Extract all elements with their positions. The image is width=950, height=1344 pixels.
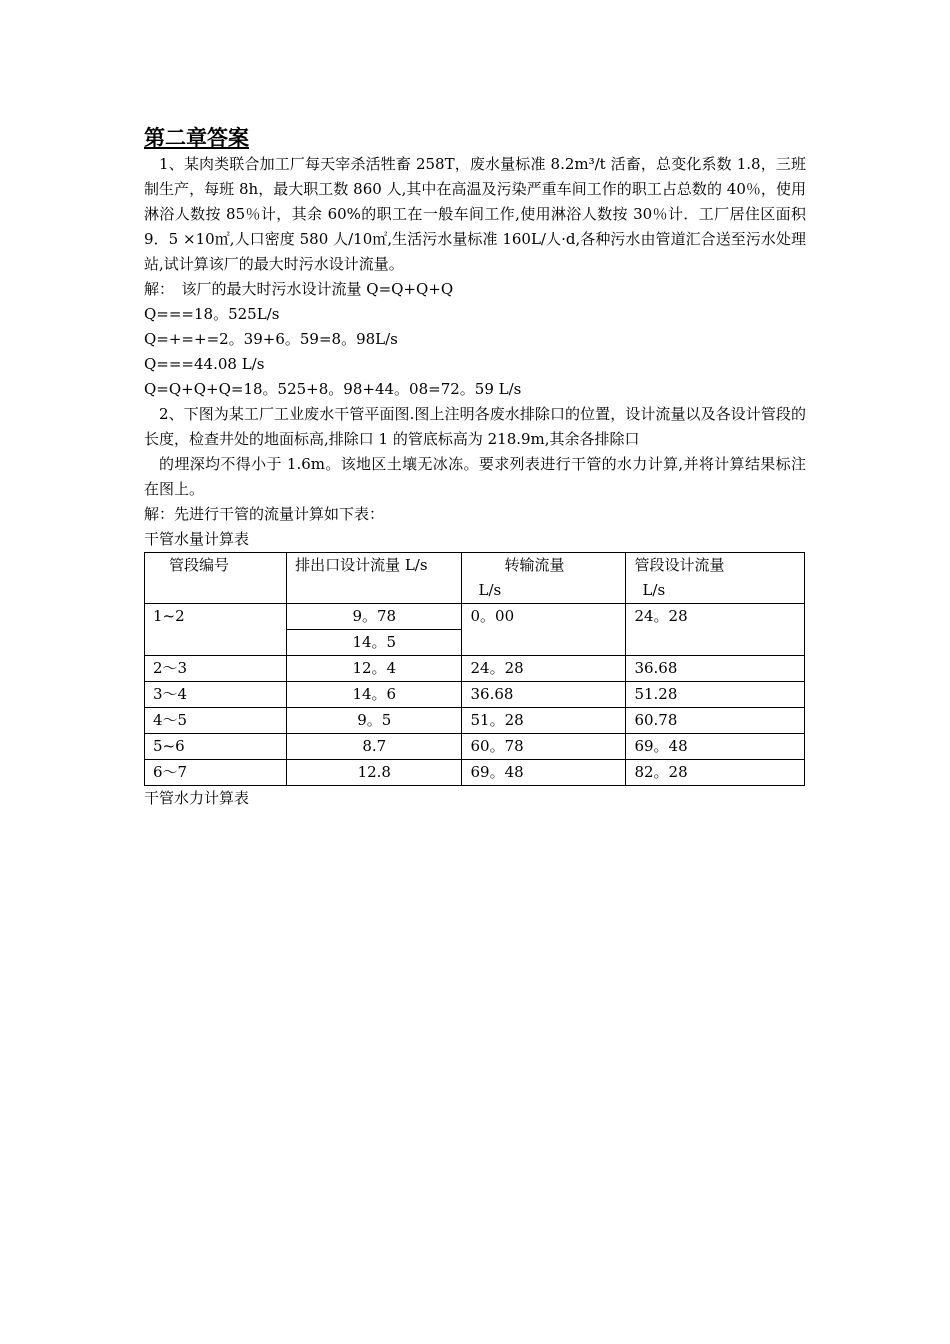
- cell-design-flow: 24。28: [626, 604, 805, 656]
- answer-2-intro: 解：先进行干管的流量计算如下表：: [144, 505, 385, 523]
- cell-design-flow: 36.68: [626, 656, 805, 682]
- question-1: 1、某肉类联合加工厂每天宰杀活牲畜 258T，废水量标准 8.2m³/t 活畜，总变化系数 1.8，三班制生产，每班 8h，最大职工数 860 人,其中在高温及污染严重车间工作的职工占总数的 40％，使用淋浴人数按 85％计，其余 60%的职工在一般车间工作,使用淋浴人数按 30％计．工厂居住区面积 9．5 ×10㎡,人口密度 580 人/10㎡,生活污水量标准 160L/人·d,各种污水由管道汇合送至污水处理站,试计算该厂的最大时污水设计流量。: [144, 155, 806, 273]
- header-transfer-flow: [462, 553, 626, 604]
- table-row: [145, 734, 805, 760]
- cell-outlet-flow: 9。5: [287, 708, 462, 734]
- cell-design-flow: 60.78: [626, 708, 805, 734]
- header-outlet-flow: 排出口设计流量 L/s: [287, 553, 462, 604]
- cell-outlet-flow: 9。78: [287, 604, 462, 630]
- table-title: 干管水量计算表: [144, 530, 250, 548]
- document-page: [144, 124, 806, 811]
- cell-segment: 2～3: [145, 656, 287, 682]
- header-design-unit: L/s: [642, 581, 666, 599]
- cell-segment: 1~2: [145, 604, 287, 656]
- table-2-title: 干管水力计算表: [144, 789, 250, 807]
- table-row: [145, 708, 805, 734]
- table-row: [145, 682, 805, 708]
- cell-outlet-flow: 12.8: [287, 760, 462, 786]
- cell-design-flow: 69。48: [626, 734, 805, 760]
- header-design-flow: [626, 553, 805, 604]
- answer-1-line: 解： 该厂的最大时污水设计流量 Q=Q+Q+Q: [144, 280, 454, 298]
- header-transfer-label: 转输流量: [504, 556, 565, 574]
- table-row: [145, 760, 805, 786]
- answer-1-line: Q===18。525L/s: [144, 305, 280, 323]
- header-segment: 管段编号: [145, 553, 287, 604]
- flow-calculation-table: [144, 552, 805, 786]
- cell-transfer-flow: 0。00: [462, 604, 626, 656]
- cell-transfer-flow: 60。78: [462, 734, 626, 760]
- answer-1-line: Q===44.08 L/s: [144, 355, 265, 373]
- cell-outlet-flow: 12。4: [287, 656, 462, 682]
- cell-segment: 3～4: [145, 682, 287, 708]
- answer-1-line: Q=+=+=2。39+6。59=8。98L/s: [144, 330, 398, 348]
- cell-design-flow: 82。28: [626, 760, 805, 786]
- cell-outlet-flow: 14。5: [287, 630, 462, 656]
- cell-outlet-flow: 14。6: [287, 682, 462, 708]
- cell-transfer-flow: 69。48: [462, 760, 626, 786]
- header-transfer-unit: L/s: [478, 581, 502, 599]
- cell-outlet-flow: 8.7: [287, 734, 462, 760]
- cell-segment: 4～5: [145, 708, 287, 734]
- question-2-continued: 的埋深均不得小于 1.6m。该地区土壤无冰冻。要求列表进行干管的水力计算,并将计算结果标注在图上。: [144, 455, 806, 498]
- cell-transfer-flow: 24。28: [462, 656, 626, 682]
- table-row: [145, 656, 805, 682]
- cell-transfer-flow: 36.68: [462, 682, 626, 708]
- table-row: [145, 604, 805, 630]
- cell-design-flow: 51.28: [626, 682, 805, 708]
- header-design-label: 管段设计流量: [634, 556, 725, 574]
- question-2: 2、下图为某工厂工业废水干管平面图.图上注明各废水排除口的位置，设计流量以及各设计管段的长度，检查井处的地面标高,排除口 1 的管底标高为 218.9m,其余各排除口: [144, 405, 806, 448]
- cell-segment: 6～7: [145, 760, 287, 786]
- table-header-row: [145, 553, 805, 604]
- cell-transfer-flow: 51。28: [462, 708, 626, 734]
- answer-1-line: Q=Q+Q+Q=18。525+8。98+44。08=72。59 L/s: [144, 380, 522, 398]
- chapter-title: 第二章答案: [144, 125, 249, 150]
- cell-segment: 5~6: [145, 734, 287, 760]
